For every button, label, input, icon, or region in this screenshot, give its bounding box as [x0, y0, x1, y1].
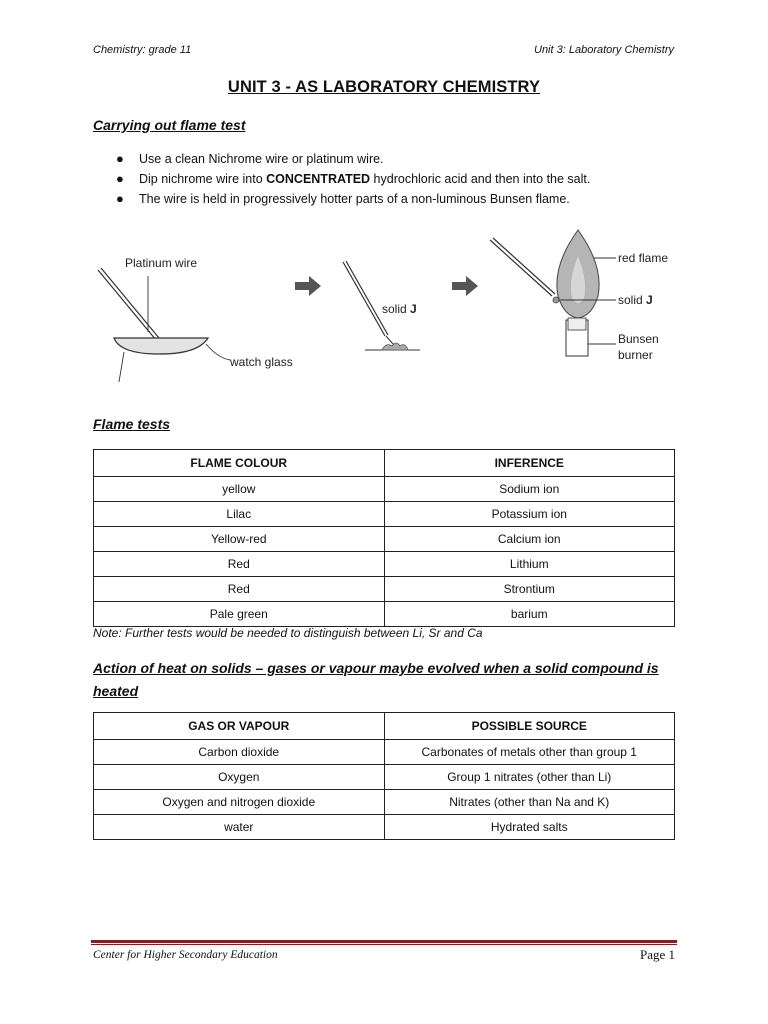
- table-cell: Red: [94, 577, 385, 602]
- label-solid-j-step2: solid J: [382, 302, 417, 316]
- table-header-row: [94, 713, 675, 740]
- arrow-right-icon: [452, 276, 478, 296]
- table-cell: Carbon dioxide: [94, 740, 385, 765]
- table-cell: Yellow-red: [94, 527, 385, 552]
- footer-divider-thin: [91, 944, 677, 945]
- table-cell: Hydrated salts: [384, 815, 675, 840]
- table-cell: Nitrates (other than Na and K): [384, 790, 675, 815]
- table-cell: Group 1 nitrates (other than Li): [384, 765, 675, 790]
- flame-tests-table: [93, 449, 675, 627]
- column-header: GAS OR VAPOUR: [94, 713, 385, 740]
- column-header: FLAME COLOUR: [94, 450, 385, 477]
- running-header-right: Unit 3: Laboratory Chemistry: [534, 44, 674, 56]
- table-cell: Red: [94, 552, 385, 577]
- table-cell: yellow: [94, 477, 385, 502]
- footer-divider: [91, 940, 677, 943]
- table-row: [94, 502, 675, 527]
- list-item: ● The wire is held in progressively hotter parts of a non-luminous Bunsen flame.: [116, 191, 570, 206]
- table-cell: water: [94, 815, 385, 840]
- table-cell: Oxygen and nitrogen dioxide: [94, 790, 385, 815]
- list-item: ● Dip nichrome wire into CONCENTRATED hydrochloric acid and then into the salt.: [116, 171, 591, 186]
- table-cell: Pale green: [94, 602, 385, 627]
- arrow-right-icon: [295, 276, 321, 296]
- bullet-icon: ●: [116, 171, 124, 186]
- table-row: [94, 602, 675, 627]
- list-item: ● Use a clean Nichrome wire or platinum wire.: [116, 151, 384, 166]
- running-header-left: Chemistry: grade 11: [93, 44, 192, 56]
- table-cell: Potassium ion: [384, 502, 675, 527]
- footer-institution: Center for Higher Secondary Education: [93, 949, 278, 961]
- flame-tests-note: Note: Further tests would be needed to distinguish between Li, Sr and Ca: [93, 626, 483, 640]
- table-cell: Calcium ion: [384, 527, 675, 552]
- table-row: [94, 477, 675, 502]
- table-row: [94, 740, 675, 765]
- section-heading-flame-test-procedure: Carrying out flame test: [93, 117, 246, 133]
- watch-glass-illustration: [114, 338, 208, 354]
- table-row: [94, 552, 675, 577]
- table-header-row: [94, 450, 675, 477]
- column-header: INFERENCE: [384, 450, 675, 477]
- procedure-list: [113, 150, 590, 210]
- platinum-wire-illustration: [98, 268, 164, 346]
- label-watch-glass: watch glass: [230, 355, 293, 369]
- table-row: [94, 577, 675, 602]
- table-cell: Lithium: [384, 552, 675, 577]
- table-row: [94, 815, 675, 840]
- gases-table: [93, 712, 675, 840]
- page-title: UNIT 3 - AS LABORATORY CHEMISTRY: [227, 78, 541, 96]
- label-burner: burner: [618, 348, 653, 362]
- table-cell: Sodium ion: [384, 477, 675, 502]
- label-red-flame: red flame: [618, 251, 669, 265]
- section-heading-action-of-heat: Action of heat on solids – gases or vapour maybe evolved when a solid compound is heated: [93, 660, 659, 699]
- table-row: [94, 765, 675, 790]
- label-bunsen: Bunsen: [618, 332, 659, 346]
- table-cell: Carbonates of metals other than group 1: [384, 740, 675, 765]
- flame-test-diagram: [90, 226, 690, 394]
- table-cell: barium: [384, 602, 675, 627]
- table-cell: Strontium: [384, 577, 675, 602]
- column-header: POSSIBLE SOURCE: [384, 713, 675, 740]
- table-cell: Lilac: [94, 502, 385, 527]
- bullet-icon: ●: [116, 151, 124, 166]
- table-cell: Oxygen: [94, 765, 385, 790]
- label-platinum-wire: Platinum wire: [125, 256, 198, 270]
- table-row: [94, 527, 675, 552]
- bullet-icon: ●: [116, 191, 124, 206]
- table-row: [94, 790, 675, 815]
- page-number: Page 1: [639, 947, 675, 962]
- section-heading-flame-tests: Flame tests: [93, 416, 171, 432]
- wire-in-flame-illustration: [490, 238, 559, 303]
- label-solid-j-step3: solid J: [618, 293, 653, 307]
- solid-j-illustration: [382, 343, 408, 350]
